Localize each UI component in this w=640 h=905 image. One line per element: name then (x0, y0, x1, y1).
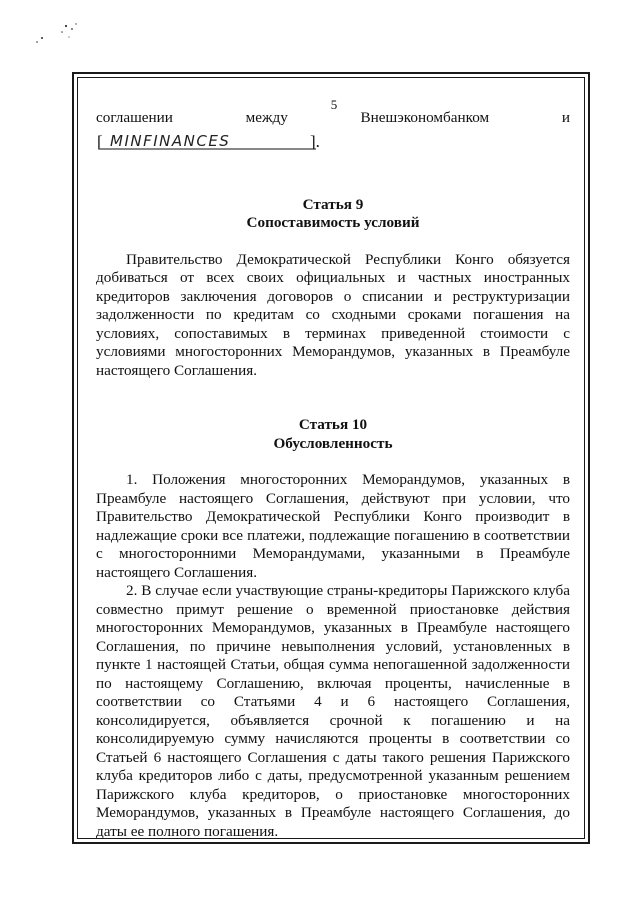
article-10-paragraph-1: 1. Положения многосторонних Меморандумов, указанных в Преамбуле настоящего Соглашения, действуют при условии, что Правительство Демократической Республики Конго производит в надлежащие сроки все платежи, подлежащие погашению в соответствии с многосторонними Меморандумами, указанными в Преамбуле настоящего Соглашения. (96, 471, 570, 581)
intro-word: и (561, 109, 570, 126)
intro-word: соглашении (96, 109, 173, 126)
handwritten-text: MINFINANCES (110, 131, 231, 150)
intro-word: между (245, 109, 288, 126)
article-10-title: Статья 10 (298, 416, 368, 433)
handwritten-insert (96, 130, 336, 154)
intro-line (96, 109, 570, 128)
article-9-subtitle: Сопоставимость условий (246, 214, 420, 231)
intro-word: Внешэкономбанком (360, 109, 490, 126)
article-10-paragraph-2: 2. В случае если участвующие страны-кредиторы Парижского клуба совместно примут решение о временной приостановке действия многосторонних Меморандумов, указанных в Преамбуле настоящего Соглашения, по причине невыполнения условий, установленных в пункте 1 настоящей Статьи, общая сумма непогашенной задолженности по настоящему Соглашению, включая проценты, начисленные в соответствии со Статьями 4 и 6 настоящего Соглашения, консолидируется, объявляется срочной к погашению и на консолидируемую сумму начисляются проценты в соответствии со Статьей 6 настоящего Соглашения с даты такого решения Парижского клуба кредиторов либо с даты, предусмотренной указанным решением Парижского клуба кредиторов, о приостановке многосторонних Меморандумов, указанных в Преамбуле настоящего Соглашения, до даты ее полного погашения. (96, 582, 570, 840)
document-body (96, 109, 570, 841)
scan-specks (28, 20, 88, 50)
article-9-title: Статья 9 (302, 195, 364, 213)
article-10-subtitle: Обусловленность (273, 434, 393, 452)
intro-bracket-line (96, 130, 570, 152)
page-number: 5 (330, 97, 338, 112)
article-9-paragraph: Правительство Демократической Республики Конго обязуется добиваться от всех своих официальных и частных иностранных кредиторов заключения договоров о списании и реструктуризации задолженности по кредитам со сходными сроками погашения на условиях, сопоставимых в терминах приведенной стоимости с условиями многосторонних Меморандумов, указанных в Преамбуле настоящего Соглашения. (96, 250, 570, 379)
bracket-close: ]. (310, 131, 320, 151)
bracket-open: [ (97, 131, 103, 151)
